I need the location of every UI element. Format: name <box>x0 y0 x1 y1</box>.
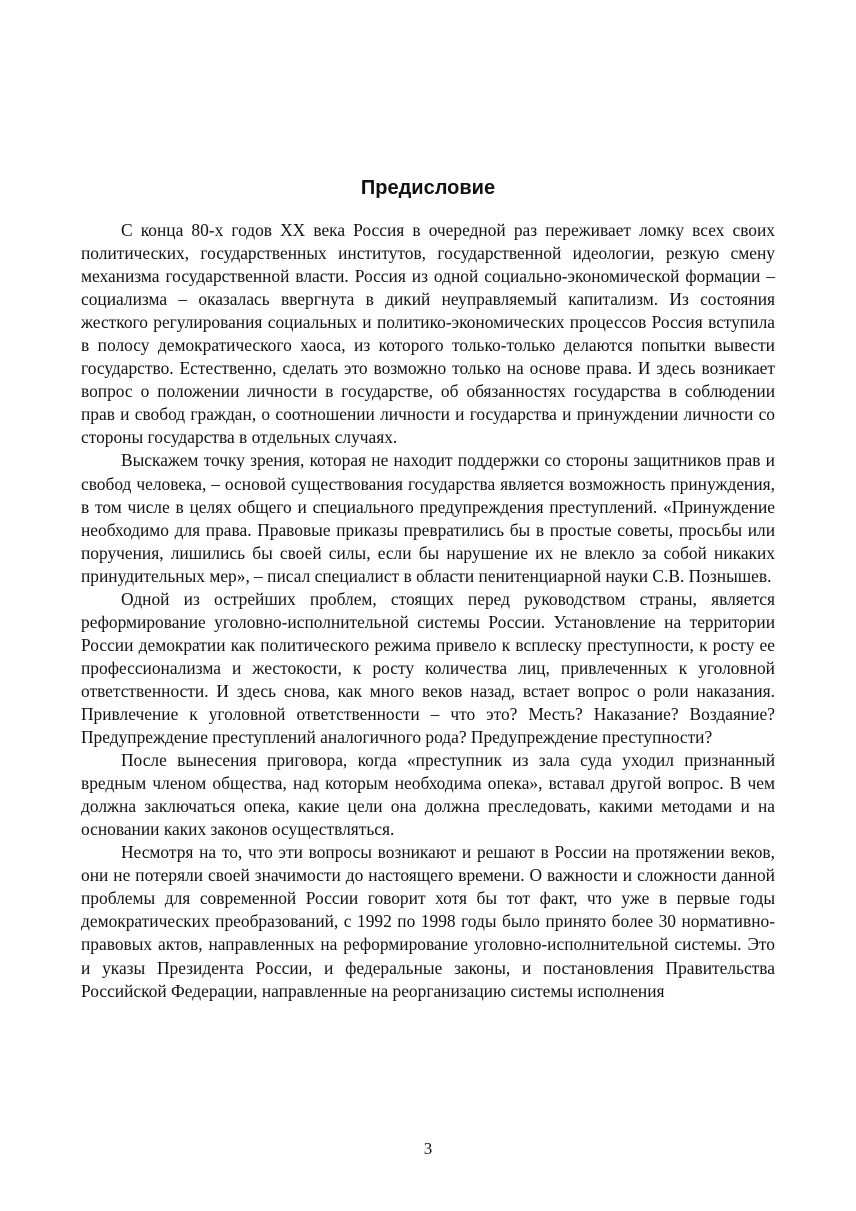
page-title: Предисловие <box>360 177 496 199</box>
paragraph-5: Несмотря на то, что эти вопросы возникают и решают в России на протяжении веков, они не потеряли своей значимости до настоящего времени. О важности и сложности данной проблемы для современной России говорит хотя бы тот факт, что уже в первые годы демократических преобразований, с 1992 по 1998 годы было принято более 30 нормативно-правовых актов, направленных на реформирование уголовно-исполнительной системы. Это и указы Президента России, и федеральные законы, и постановления Правительства Российской Федерации, направленные на реорганизацию системы исполнения <box>81 842 775 1001</box>
paragraph-3: Одной из острейших проблем, стоящих перед руководством страны, является реформирование уголовно-исполнительной системы России. Установление на территории России демократии как политического режима привело к всплеску преступности, к росту ее профессионализма и жестокости, к росту количества лиц, привлеченных к уголовной ответственности. И здесь снова, как много веков назад, встает вопрос о роли наказания. Привлечение к уголовной ответственности – что это? Месть? Наказание? Воздаяние? Предупреждение преступлений аналогичного рода? Предупреждение преступности? <box>81 588 775 748</box>
paragraph-1: С конца 80-х годов XX века Россия в очередной раз переживает ломку всех своих политических, государственных институтов, государственной идеологии, резкую смену механизма государственной власти. Россия из одной социально-экономической формации – социализма – оказалась ввергнута в дикий неуправляемый капитализм. Из состояния жесткого регулирования социальных и политико-экономических процессов Россия вступила в полосу демократического хаоса, из которого только-только делаются попытки вывести государство. Естественно, сделать это возможно только на основе права. И здесь возникает вопрос о положении личности в государстве, об обязанностях государства в соблюдении прав и свобод граждан, о соотношении личности и государства и принуждении личности со стороны государства в отдельных случаях. <box>81 220 775 448</box>
paragraph-2: Выскажем точку зрения, которая не находит поддержки со стороны защитников прав и свобод человека, – основой существования государства является возможность принуждения, в том числе в целях общего и специального предупреждения преступлений. «Принуждение необходимо для права. Правовые приказы превратились бы в простые советы, просьбы или поручения, лишились бы своей силы, если бы нарушение их не влекло за собой никаких принудительных мер», – писал специалист в области пенитенциарной науки С.В. Познышев. <box>81 450 775 586</box>
page-number: 3 <box>423 1139 433 1158</box>
paragraph-4: После вынесения приговора, когда «преступник из зала суда уходил признанный вредным членом общества, над которым необходима опека», вставал другой вопрос. В чем должна заключаться опека, какие цели она должна преследовать, какими методами и на основании каких законов осуществляться. <box>81 750 775 840</box>
body-text <box>81 219 775 1003</box>
